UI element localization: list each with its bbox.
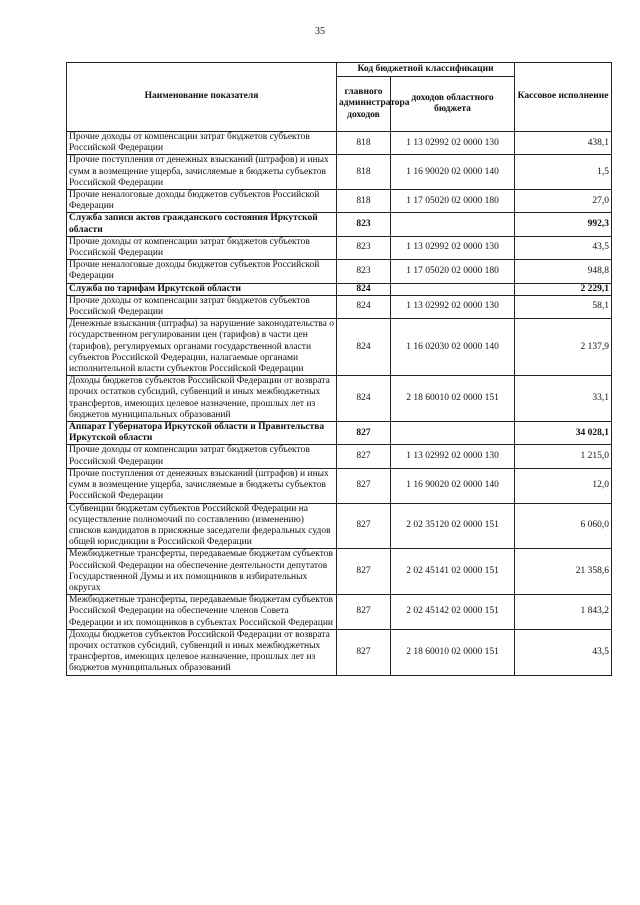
row-admin-code: 827 [337, 549, 391, 595]
row-amount: 12,0 [515, 468, 612, 503]
row-amount: 43,5 [515, 236, 612, 259]
row-budget-code: 1 13 02992 02 0000 130 [391, 132, 515, 155]
budget-table [66, 62, 612, 676]
row-name: Прочие доходы от компенсации затрат бюджетов субъектов Российской Федерации [67, 132, 337, 155]
row-name: Прочие неналоговые доходы бюджетов субъектов Российской Федерации [67, 190, 337, 213]
row-budget-code: 1 13 02992 02 0000 130 [391, 445, 515, 468]
row-budget-code: 2 02 45142 02 0000 151 [391, 595, 515, 630]
row-admin-code: 818 [337, 190, 391, 213]
row-budget-code: 1 13 02992 02 0000 130 [391, 236, 515, 259]
table-row [67, 376, 612, 422]
table-row [67, 503, 612, 549]
row-admin-code: 827 [337, 503, 391, 549]
row-name: Служба записи актов гражданского состояния Иркутской области [67, 213, 337, 236]
table-row [67, 190, 612, 213]
row-amount: 21 358,6 [515, 549, 612, 595]
row-amount: 43,5 [515, 629, 612, 675]
row-amount: 992,3 [515, 213, 612, 236]
row-admin-code: 824 [337, 283, 391, 295]
header-name: Наименование показателя [67, 63, 337, 132]
table-header [67, 63, 612, 132]
table-row [67, 132, 612, 155]
row-amount: 438,1 [515, 132, 612, 155]
table-row [67, 236, 612, 259]
table-row [67, 422, 612, 445]
header-amount: Кассовое исполнение [515, 63, 612, 132]
row-budget-code: 2 02 45141 02 0000 151 [391, 549, 515, 595]
row-budget-code: 1 16 90020 02 0000 140 [391, 468, 515, 503]
row-admin-code: 823 [337, 260, 391, 283]
row-admin-code: 823 [337, 236, 391, 259]
row-amount: 1 215,0 [515, 445, 612, 468]
row-amount: 1,5 [515, 155, 612, 190]
row-name: Денежные взыскания (штрафы) за нарушение законодательства о государственном регулировании цен (тарифов) в части цен (тарифов), регулируемых органами государственной власти субъектов Российской Федерации, налагаемые органами исполнительной власти субъектов Российской Федерации [67, 319, 337, 376]
table-body [67, 132, 612, 676]
row-admin-code: 823 [337, 213, 391, 236]
table-row [67, 213, 612, 236]
row-name: Прочие поступления от денежных взысканий (штрафов) и иных сумм в возмещение ущерба, зачисляемые в бюджеты субъектов Российской Федерации [67, 468, 337, 503]
row-budget-code: 2 18 60010 02 0000 151 [391, 629, 515, 675]
row-budget-code: 1 13 02992 02 0000 130 [391, 295, 515, 318]
row-admin-code: 827 [337, 629, 391, 675]
header-admin: главного администратора доходов [337, 77, 391, 132]
row-admin-code: 824 [337, 295, 391, 318]
table-row [67, 595, 612, 630]
row-name: Служба по тарифам Иркутской области [67, 283, 337, 295]
table-row [67, 155, 612, 190]
row-budget-code: 1 16 02030 02 0000 140 [391, 319, 515, 376]
row-admin-code: 827 [337, 422, 391, 445]
table-row [67, 295, 612, 318]
table-row [67, 260, 612, 283]
row-amount: 34 028,1 [515, 422, 612, 445]
table-row [67, 468, 612, 503]
row-budget-code [391, 283, 515, 295]
row-amount: 948,8 [515, 260, 612, 283]
row-admin-code: 827 [337, 595, 391, 630]
table-row [67, 629, 612, 675]
row-budget-code [391, 422, 515, 445]
row-admin-code: 827 [337, 445, 391, 468]
row-name: Межбюджетные трансферты, передаваемые бюджетам субъектов Российской Федерации на обеспечение членов Совета Федерации и их помощников в субъектах Российской Федерации [67, 595, 337, 630]
table-row [67, 283, 612, 295]
row-name: Аппарат Губернатора Иркутской области и Правительства Иркутской области [67, 422, 337, 445]
header-code: доходов областного бюджета [391, 77, 515, 132]
row-budget-code: 2 02 35120 02 0000 151 [391, 503, 515, 549]
row-amount: 58,1 [515, 295, 612, 318]
row-name: Субвенции бюджетам субъектов Российской Федерации на осуществление полномочий по составлению (изменению) списков кандидатов в присяжные заседатели федеральных судов общей юрисдикции в Российской Федерации [67, 503, 337, 549]
table-row [67, 549, 612, 595]
row-admin-code: 824 [337, 319, 391, 376]
row-amount: 2 137,9 [515, 319, 612, 376]
row-amount: 6 060,0 [515, 503, 612, 549]
row-amount: 1 843,2 [515, 595, 612, 630]
row-budget-code: 1 17 05020 02 0000 180 [391, 190, 515, 213]
row-name: Межбюджетные трансферты, передаваемые бюджетам субъектов Российской Федерации на обеспечение деятельности депутатов Государственной Думы и их помощников в избирательных округах [67, 549, 337, 595]
row-amount: 2 229,1 [515, 283, 612, 295]
row-name: Прочие доходы от компенсации затрат бюджетов субъектов Российской Федерации [67, 236, 337, 259]
row-budget-code: 2 18 60010 02 0000 151 [391, 376, 515, 422]
table-row [67, 445, 612, 468]
row-name: Прочие доходы от компенсации затрат бюджетов субъектов Российской Федерации [67, 295, 337, 318]
row-name: Прочие поступления от денежных взысканий (штрафов) и иных сумм в возмещение ущерба, зачисляемые в бюджеты субъектов Российской Федерации [67, 155, 337, 190]
row-budget-code: 1 16 90020 02 0000 140 [391, 155, 515, 190]
row-name: Доходы бюджетов субъектов Российской Федерации от возврата прочих остатков субсидий, субвенций и иных межбюджетных трансфертов, имеющих целевое назначение, прошлых лет из бюджетов муниципальных образований [67, 376, 337, 422]
row-name: Прочие неналоговые доходы бюджетов субъектов Российской Федерации [67, 260, 337, 283]
row-admin-code: 824 [337, 376, 391, 422]
row-admin-code: 818 [337, 155, 391, 190]
table-row [67, 319, 612, 376]
row-amount: 27,0 [515, 190, 612, 213]
row-budget-code: 1 17 05020 02 0000 180 [391, 260, 515, 283]
row-admin-code: 827 [337, 468, 391, 503]
row-admin-code: 818 [337, 132, 391, 155]
header-classification: Код бюджетной классификации [337, 63, 515, 77]
row-name: Доходы бюджетов субъектов Российской Федерации от возврата прочих остатков субсидий, субвенций и иных межбюджетных трансфертов, имеющих целевое назначение, прошлых лет из бюджетов муниципальных образований [67, 629, 337, 675]
row-name: Прочие доходы от компенсации затрат бюджетов субъектов Российской Федерации [67, 445, 337, 468]
page-number: 35 [315, 26, 325, 37]
row-amount: 33,1 [515, 376, 612, 422]
row-budget-code [391, 213, 515, 236]
